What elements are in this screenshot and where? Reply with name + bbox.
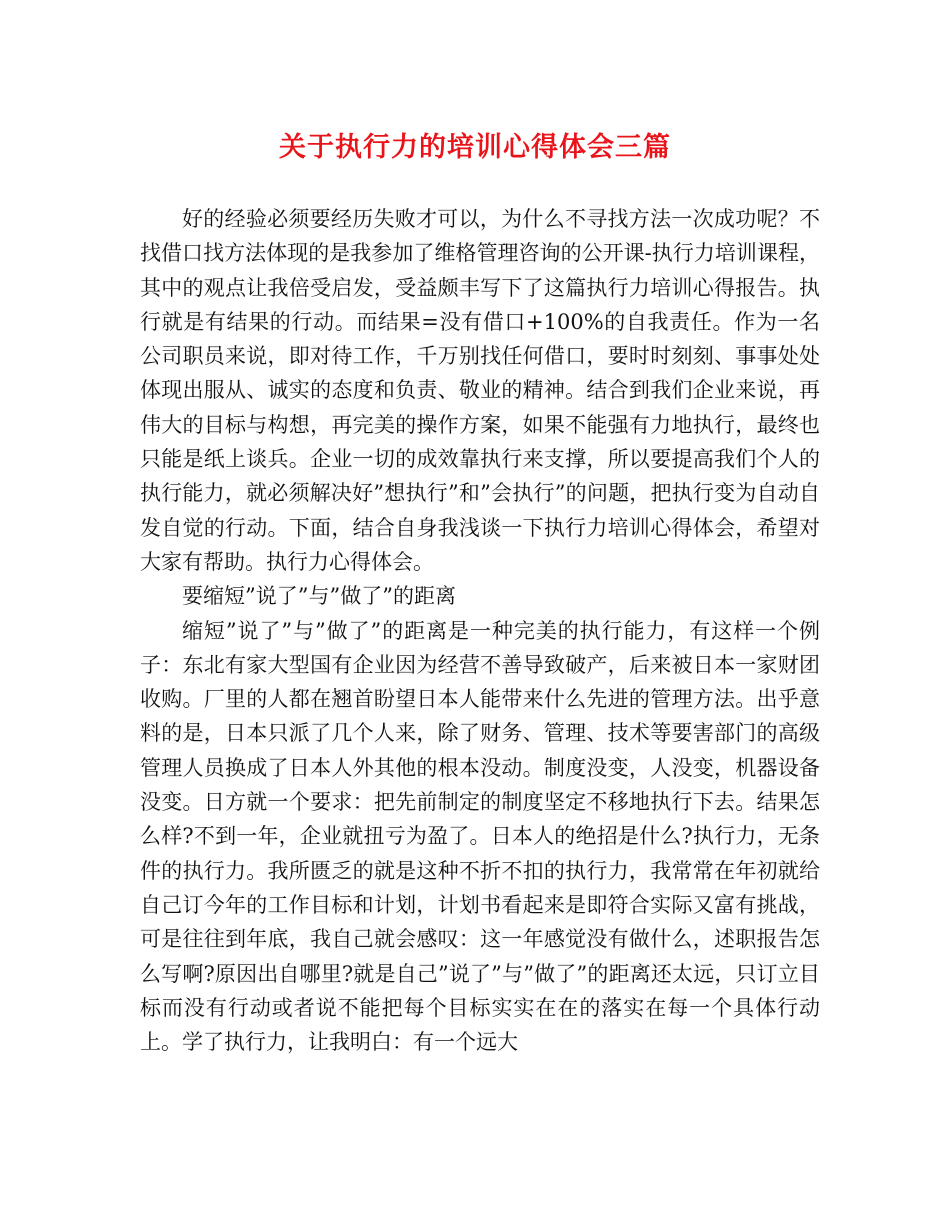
document-body: [140, 202, 820, 1059]
document-title: 关于执行力的培训心得体会三篇: [279, 132, 671, 163]
section-heading: 要缩短”说了”与”做了”的距离: [182, 584, 456, 609]
paragraph-intro: 好的经验必须要经历失败才可以，为什么不寻找方法一次成功呢？不找借口找方法体现的是我参加了维格管理咨询的公开课-执行力培训课程，其中的观点让我倍受启发，受益颇丰写下了这篇执行力培训心得报告。执行就是有结果的行动。而结果=没有借口+100%的自我责任。作为一名公司职员来说，即对待工作，千万别找任何借口，要时时刻刻、事事处处体现出服从、诚实的态度和负责、敬业的精神。结合到我们企业来说，再伟大的目标与构想，再完美的操作方案，如果不能强有力地执行，最终也只能是纸上谈兵。企业一切的成效靠执行来支撑，所以要提高我们个人的执行能力，就必须解决好”想执行”和”会执行”的问题，把执行变为自动自发自觉的行动。下面，结合自身我浅谈一下执行力培训心得体会，希望对大家有帮助。执行力心得体会。: [140, 207, 820, 574]
paragraph-example: 缩短”说了”与”做了”的距离是一种完美的执行能力，有这样一个例子：东北有家大型国有企业因为经营不善导致破产，后来被日本一家财团收购。厂里的人都在翘首盼望日本人能带来什么先进的管理方法。出乎意料的是，日本只派了几个人来，除了财务、管理、技术等要害部门的高级管理人员换成了日本人外其他的根本没动。制度没变，人没变，机器设备没变。日方就一个要求：把先前制定的制度坚定不移地执行下去。结果怎么样?不到一年，企业就扭亏为盈了。日本人的绝招是什么?执行力，无条件的执行力。我所匮乏的就是这种不折不扣的执行力，我常常在年初就给自己订今年的工作目标和计划，计划书看起来是即符合实际又富有挑战，可是往往到年底，我自己就会感叹：这一年感觉没有做什么，述职报告怎么写啊?原因出自哪里?就是自己”说了”与”做了”的距离还太远，只订立目标而没有行动或者说不能把每个目标实实在在的落实在每一个具体行动上。学了执行力，让我明白：有一个远大: [140, 618, 820, 1055]
